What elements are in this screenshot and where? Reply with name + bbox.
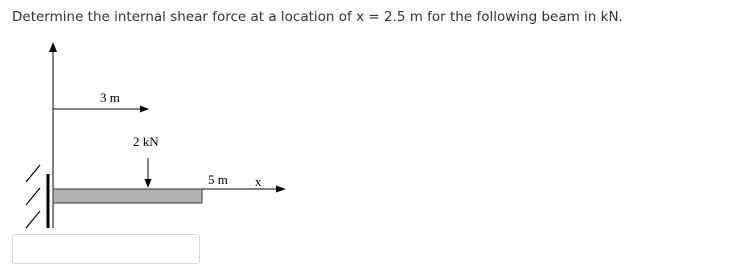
load-label: 2 kN [133,134,159,149]
wall-hatch-icon [26,165,40,228]
beam [53,189,202,203]
load-arrowhead [145,179,152,188]
question-text: Determine the internal shear force at a location of x = 2.5 m for the following beam in kN. [12,9,623,25]
x-axis-label: x [255,174,262,189]
dimension-3m-arrowhead [140,106,149,113]
vertical-axis-arrowhead [49,42,57,52]
x-axis-arrowhead [276,186,286,193]
dimension-3m-label: 3 m [100,90,120,105]
length-5m-label: 5 m [208,172,228,187]
answer-input[interactable] [12,234,200,264]
